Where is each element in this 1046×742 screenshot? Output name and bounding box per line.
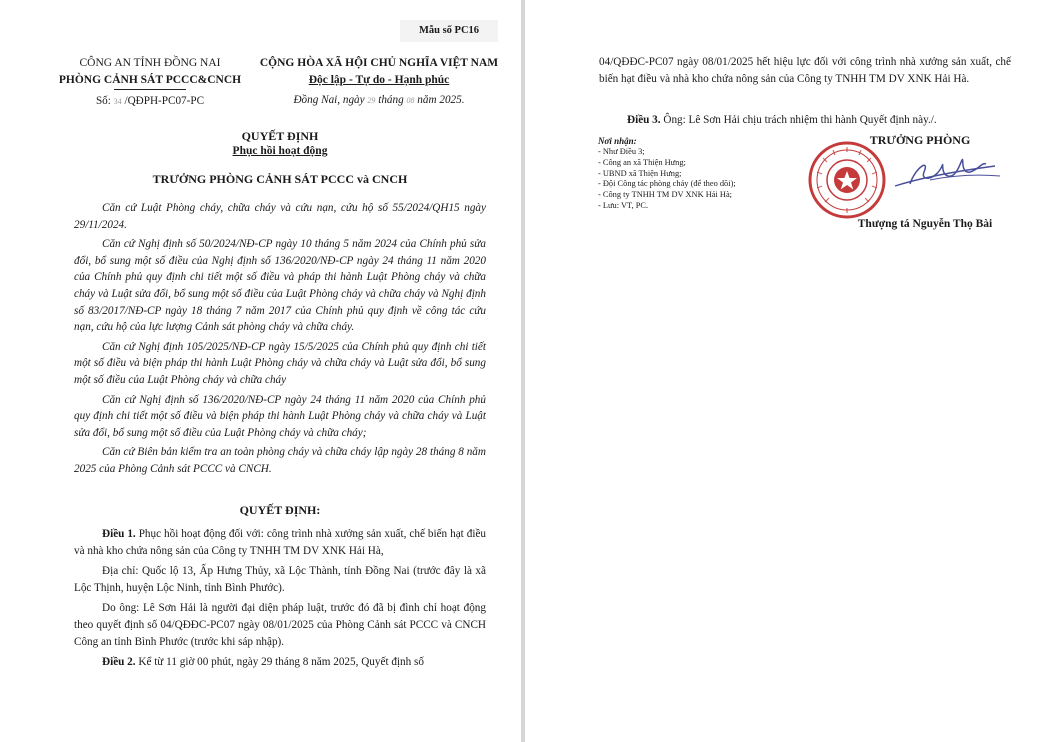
legal-basis: Căn cứ Nghị định 105/2025/NĐ-CP ngày 15/5/2025 của Chính phủ quy định chi tiết một số điều và biện pháp thi hành Luật Phòng cháy và chữa cháy và Luật sửa đổi, bổ sung một số điều của Luật Phòng cháy và chữa cháy — [74, 340, 486, 386]
legal-basis: Căn cứ Luật Phòng cháy, chữa cháy và cứu nạn, cứu hộ số 55/2024/QH15 ngày 29/11/2024. — [74, 202, 486, 231]
article-1-text: Phục hồi hoạt động đối với: công trình nhà xưởng sản xuất, chế biến hạt điều và nhà kho chứa nông sản của Công ty TNHH TM DV XNK Hải Hà, — [74, 528, 486, 557]
recipients-title: Nơi nhận: — [598, 136, 637, 146]
decision-title: QUYẾT ĐỊNH — [241, 129, 319, 143]
agency-line1: CÔNG AN TỈNH ĐỒNG NAI — [79, 57, 221, 69]
recipient-item: - Lưu: VT, PC. — [598, 200, 649, 210]
motto-line2: Độc lập - Tự do - Hạnh phúc — [308, 73, 450, 86]
article-3-text: Ông: Lê Sơn Hải chịu trách nhiệm thi hành Quyết định này./. — [663, 114, 937, 126]
recipients-block — [598, 136, 798, 212]
agency-underline — [114, 89, 186, 90]
decision-subtitle: Phục hồi hoạt động — [232, 145, 328, 157]
motto-line1: CỘNG HÒA XÃ HỘI CHỦ NGHĨA VIỆT NAM — [259, 57, 499, 69]
issue-date — [253, 92, 505, 110]
form-code-label: Mẫu số PC16 — [400, 20, 498, 42]
recipient-item: - Như Điều 3; — [598, 147, 645, 156]
number-suffix: /QĐPH-PC07-PC — [124, 95, 205, 108]
number-prefix: Số: — [95, 95, 111, 108]
decision-articles — [74, 526, 486, 671]
issuing-authority: TRƯỞNG PHÒNG CẢNH SÁT PCCC và CNCH — [152, 172, 408, 186]
national-motto — [253, 55, 505, 110]
article-1 — [74, 526, 486, 559]
recipient-item: - Công an xã Thiện Hưng; — [598, 157, 686, 167]
signature-block — [795, 126, 1025, 246]
recipient-item: - Công ty TNHH TM DV XNK Hải Hà; — [598, 190, 732, 200]
agency-line2: PHÒNG CẢNH SÁT PCCC&CNCH — [58, 73, 242, 86]
document-page-2 — [525, 0, 1046, 742]
article-3-label: Điều 3. — [627, 114, 661, 126]
legal-basis: Căn cứ Nghị định số 50/2024/NĐ-CP ngày 10 tháng 5 năm 2024 của Chính phủ sửa đổi, bổ sung một số điều của Nghị định số 136/2020/NĐ-CP ngày 24 tháng 11 năm 2020 của Chính phủ quy định chi tiết một số điều và pháp thi hành Luật Phòng cháy và chữa cháy và Luật sửa đổi, bổ sung một số điều của Luật Phòng cháy và chữa cháy và Nghị định số 83/2017/NĐ-CP ngày 18 tháng 7 năm 2017 của Chính phủ quy định về công tác cứu nạn, cứu hộ của lực lượng Cảnh sát phòng cháy và chữa cháy. — [74, 238, 486, 334]
article-2 — [74, 654, 486, 671]
article-2-continued: 04/QĐĐC-PC07 ngày 08/01/2025 hết hiệu lực đối với công trình nhà xưởng sản xuất, chế biến hạt điều và nhà kho chứa nông sản của Công ty TNHH TM DV XNK Hải Hà. — [599, 56, 1011, 85]
document-number — [50, 93, 250, 111]
signer-name: Thượng tá Nguyễn Thọ Bài — [857, 218, 993, 230]
decision-heading: QUYẾT ĐỊNH: — [239, 503, 321, 517]
date-year: năm 2025. — [417, 94, 465, 107]
article-2-text: Kể từ 11 giờ 00 phút, ngày 29 tháng 8 năm 2025, Quyết định số — [138, 656, 424, 669]
document-page-1 — [0, 0, 521, 742]
date-month-word: tháng — [378, 94, 404, 107]
suspension-reason: Do ông: Lê Sơn Hải là người đại diện pháp luật, trước đó đã bị đình chỉ hoạt động theo quyết định số 04/QĐĐC-PC07 ngày 08/01/2025 của Phòng Cảnh sát PCCC và CNCH Công an tỉnh Bình Phước (trước khi sáp nhập). — [74, 602, 486, 648]
legal-basis: Căn cứ Biên bản kiểm tra an toàn phòng cháy và chữa cháy lập ngày 28 tháng 8 năm 2025 của Phòng Cảnh sát PCCC và CNCH. — [74, 446, 486, 475]
recipient-item: - UBND xã Thiện Hưng; — [598, 168, 682, 178]
signer-title: TRƯỞNG PHÒNG — [869, 133, 971, 147]
date-prefix: Đồng Nai, ngày — [293, 94, 365, 107]
article-1-label: Điều 1. — [102, 528, 136, 540]
agency-header — [50, 55, 250, 111]
legal-basis: Căn cứ Nghị định số 136/2020/NĐ-CP ngày 24 tháng 11 năm 2020 của Chính phủ quy định chi tiết một số điều và biện pháp thi hành Luật Phòng cháy và chữa cháy và Luật sửa đổi, bổ sung một số điều của Luật Phòng cháy và chữa cháy; — [74, 393, 486, 439]
company-address: Địa chỉ: Quốc lộ 13, Ấp Hưng Thủy, xã Lộc Thành, tỉnh Đồng Nai (trước đây là xã Lộc Thịnh, huyện Lộc Ninh, tỉnh Bình Phước). — [74, 565, 486, 594]
handwritten-signature — [890, 154, 1010, 194]
red-seal-stamp — [807, 140, 887, 220]
date-day: 29 — [367, 96, 376, 106]
article-2-label: Điều 2. — [102, 656, 136, 669]
recipient-item: - Đội Công tác phòng cháy (để theo dõi); — [598, 179, 736, 189]
number-value: 34 — [113, 97, 122, 107]
legal-bases — [74, 200, 486, 478]
date-month: 08 — [406, 96, 415, 106]
